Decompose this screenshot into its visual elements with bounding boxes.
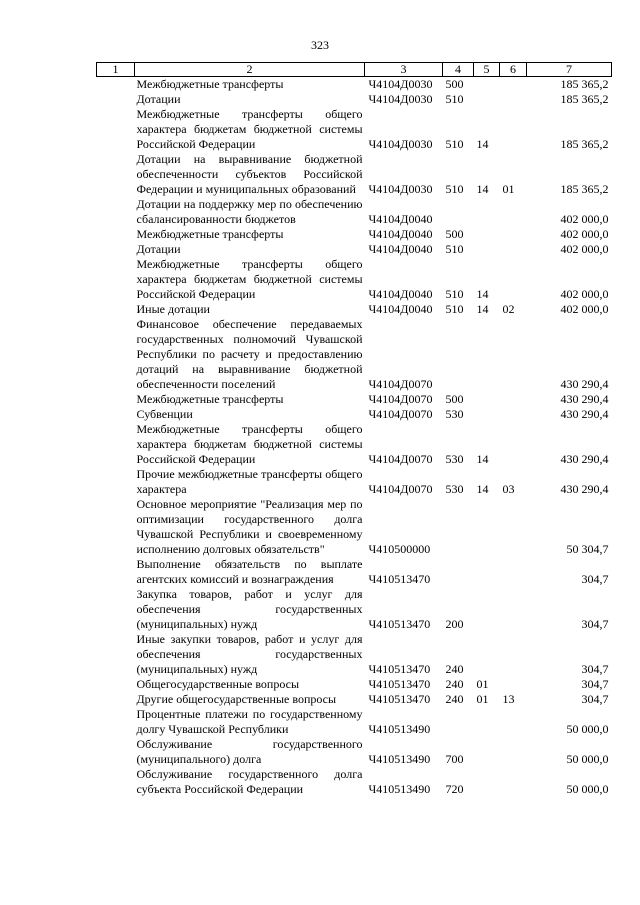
header-col-3: 3 xyxy=(365,63,443,77)
row-name: Дотации на поддержку мер по обеспечению сбалансированности бюджетов xyxy=(136,197,363,226)
table-row xyxy=(97,422,612,467)
header-row xyxy=(97,63,612,77)
table-row xyxy=(97,92,612,107)
row-pr xyxy=(500,767,527,797)
row-code: Ч410513470 xyxy=(368,617,431,631)
header-col-1: 1 xyxy=(97,63,135,77)
table-row xyxy=(97,242,612,257)
row-vr: 720 xyxy=(445,782,464,796)
row-code: Ч4104Д0040 xyxy=(368,287,433,301)
row-name: Межбюджетные трансферты xyxy=(136,77,284,91)
table-row xyxy=(97,197,612,227)
table-row xyxy=(97,467,612,497)
row-pr: 02 xyxy=(502,302,515,316)
row-vr: 510 xyxy=(445,302,464,316)
row-vr: 510 xyxy=(445,92,464,106)
table-row xyxy=(97,557,612,587)
col-blank xyxy=(97,767,135,797)
row-rz xyxy=(474,317,500,392)
col-blank xyxy=(97,692,135,707)
row-vr: 500 xyxy=(445,77,464,91)
table-body xyxy=(97,77,612,798)
row-pr xyxy=(500,587,527,632)
row-code: Ч4104Д0030 xyxy=(368,77,433,91)
row-pr xyxy=(500,677,527,692)
row-rz xyxy=(474,392,500,407)
row-amount: 430 290,4 xyxy=(560,407,609,421)
row-pr xyxy=(500,632,527,677)
row-amount: 304,7 xyxy=(581,662,609,676)
row-amount: 304,7 xyxy=(581,677,609,691)
col-blank xyxy=(97,92,135,107)
header-col-6: 6 xyxy=(500,63,527,77)
row-amount: 50 000,0 xyxy=(566,722,609,736)
table-row xyxy=(97,77,612,93)
row-amount: 402 000,0 xyxy=(560,227,609,241)
row-vr: 530 xyxy=(445,482,464,496)
row-pr xyxy=(500,557,527,587)
col-blank xyxy=(97,152,135,197)
row-rz xyxy=(474,737,500,767)
row-pr xyxy=(500,497,527,557)
col-blank xyxy=(97,707,135,737)
row-amount: 430 290,4 xyxy=(560,452,609,466)
row-vr: 240 xyxy=(445,692,464,706)
row-name: Иные закупки товаров, работ и услуг для обеспечения государственных (муниципальных) нужд xyxy=(136,632,363,676)
row-code: Ч4104Д0070 xyxy=(368,407,433,421)
row-name: Процентные платежи по государственному долгу Чувашской Республики xyxy=(136,707,363,736)
row-rz xyxy=(474,227,500,242)
row-rz: 14 xyxy=(476,452,489,466)
row-amount: 50 000,0 xyxy=(566,782,609,796)
header-col-5: 5 xyxy=(474,63,500,77)
col-blank xyxy=(97,242,135,257)
row-name: Дотации xyxy=(136,242,181,256)
row-vr: 200 xyxy=(445,617,464,631)
row-vr: 240 xyxy=(445,677,464,691)
row-amount: 185 365,2 xyxy=(560,92,609,106)
col-blank xyxy=(97,467,135,497)
col-blank xyxy=(97,632,135,677)
row-amount: 50 000,0 xyxy=(566,752,609,766)
row-amount: 430 290,4 xyxy=(560,377,609,391)
row-amount: 304,7 xyxy=(581,692,609,706)
row-amount: 430 290,4 xyxy=(560,392,609,406)
row-amount: 185 365,2 xyxy=(560,77,609,91)
table-row xyxy=(97,152,612,197)
row-vr: 530 xyxy=(445,452,464,466)
col-blank xyxy=(97,257,135,302)
row-name: Межбюджетные трансферты общего характера бюджетам бюджетной системы Российской Федерации xyxy=(136,422,363,466)
col-blank xyxy=(97,422,135,467)
col-blank xyxy=(97,197,135,227)
row-vr: 500 xyxy=(445,227,464,241)
row-code: Ч4104Д0070 xyxy=(368,482,433,496)
row-pr xyxy=(500,317,527,392)
table-row xyxy=(97,317,612,392)
row-code: Ч4104Д0040 xyxy=(368,227,433,241)
row-rz xyxy=(474,92,500,107)
page-number: 323 xyxy=(311,38,329,52)
row-name: Субвенции xyxy=(136,407,193,421)
row-amount: 304,7 xyxy=(581,617,609,631)
row-pr: 01 xyxy=(502,182,515,196)
row-vr: 510 xyxy=(445,287,464,301)
row-code: Ч4104Д0070 xyxy=(368,377,433,391)
header-col-4: 4 xyxy=(443,63,474,77)
col-blank xyxy=(97,392,135,407)
row-amount: 304,7 xyxy=(581,572,609,586)
row-pr xyxy=(500,257,527,302)
row-name: Иные дотации xyxy=(136,302,210,316)
row-code: Ч4104Д0030 xyxy=(368,182,433,196)
row-amount: 402 000,0 xyxy=(560,242,609,256)
table-row xyxy=(97,587,612,632)
row-vr: 500 xyxy=(445,392,464,406)
row-rz: 14 xyxy=(476,302,489,316)
table-row xyxy=(97,227,612,242)
row-name: Дотации на выравнивание бюджетной обеспеченности субъектов Российской Федерации и муниципальных образований xyxy=(136,152,363,196)
table-row xyxy=(97,692,612,707)
row-name: Общегосударственные вопросы xyxy=(136,677,300,691)
row-code: Ч410513490 xyxy=(368,782,431,796)
row-rz: 14 xyxy=(476,137,489,151)
row-rz xyxy=(474,557,500,587)
col-blank xyxy=(97,107,135,152)
header-col-2: 2 xyxy=(135,63,365,77)
row-vr xyxy=(443,557,474,587)
table-row xyxy=(97,497,612,557)
row-rz xyxy=(474,407,500,422)
row-name: Межбюджетные трансферты общего характера бюджетам бюджетной системы Российской Федерации xyxy=(136,107,363,151)
row-name: Межбюджетные трансферты общего характера бюджетам бюджетной системы Российской Федерации xyxy=(136,257,363,301)
row-code: Ч410513490 xyxy=(368,752,431,766)
table-row xyxy=(97,737,612,767)
table-row xyxy=(97,107,612,152)
row-rz xyxy=(474,197,500,227)
row-rz: 14 xyxy=(476,287,489,301)
row-vr xyxy=(443,197,474,227)
row-code: Ч410513470 xyxy=(368,692,431,706)
col-blank xyxy=(97,317,135,392)
col-blank xyxy=(97,677,135,692)
row-pr xyxy=(500,92,527,107)
row-amount: 402 000,0 xyxy=(560,302,609,316)
table-row xyxy=(97,632,612,677)
col-blank xyxy=(97,407,135,422)
table-row xyxy=(97,302,612,317)
row-pr xyxy=(500,227,527,242)
row-name: Выполнение обязательств по выплате агентских комиссий и вознаграждения xyxy=(136,557,363,586)
row-rz xyxy=(474,587,500,632)
budget-table xyxy=(96,62,612,797)
row-name: Финансовое обеспечение передаваемых государственных полномочий Чувашской Республики по расчету и предоставлению дотаций на выравнивание бюджетной обеспеченности поселений xyxy=(136,317,363,391)
row-name: Прочие межбюджетные трансферты общего характера xyxy=(136,467,363,496)
row-amount: 185 365,2 xyxy=(560,137,609,151)
row-rz: 01 xyxy=(476,677,489,691)
row-vr: 510 xyxy=(445,137,464,151)
row-rz xyxy=(474,497,500,557)
row-vr: 240 xyxy=(445,662,464,676)
row-vr: 510 xyxy=(445,182,464,196)
table-row xyxy=(97,392,612,407)
row-name: Межбюджетные трансферты xyxy=(136,392,284,406)
row-pr xyxy=(500,77,527,93)
col-blank xyxy=(97,557,135,587)
row-pr xyxy=(500,392,527,407)
row-rz xyxy=(474,242,500,257)
row-rz: 14 xyxy=(476,182,489,196)
table-row xyxy=(97,677,612,692)
row-pr xyxy=(500,707,527,737)
row-vr xyxy=(443,707,474,737)
table-row xyxy=(97,407,612,422)
row-rz xyxy=(474,707,500,737)
row-vr: 510 xyxy=(445,242,464,256)
row-amount: 402 000,0 xyxy=(560,212,609,226)
row-name: Обслуживание государственного долга субъекта Российской Федерации xyxy=(136,767,363,796)
row-code: Ч4104Д0030 xyxy=(368,137,433,151)
row-pr xyxy=(500,407,527,422)
row-pr xyxy=(500,422,527,467)
table-row xyxy=(97,257,612,302)
col-blank xyxy=(97,227,135,242)
row-rz: 14 xyxy=(476,482,489,496)
row-rz xyxy=(474,767,500,797)
row-code: Ч4104Д0040 xyxy=(368,302,433,316)
row-name: Основное мероприятие "Реализация мер по оптимизации государственного долга Чувашской Республики и своевременному исполнению долговых обязательств" xyxy=(136,497,363,556)
row-code: Ч4104Д0030 xyxy=(368,92,433,106)
row-name: Другие общегосударственные вопросы xyxy=(136,692,337,706)
row-code: Ч4104Д0040 xyxy=(368,212,433,226)
row-amount: 185 365,2 xyxy=(560,182,609,196)
col-blank xyxy=(97,497,135,557)
row-name: Обслуживание государственного (муниципального) долга xyxy=(136,737,363,766)
row-vr: 530 xyxy=(445,407,464,421)
row-name: Закупка товаров, работ и услуг для обеспечения государственных (муниципальных) нужд xyxy=(136,587,363,631)
row-pr xyxy=(500,242,527,257)
col-blank xyxy=(97,302,135,317)
row-code: Ч4104Д0070 xyxy=(368,392,433,406)
col-blank xyxy=(97,77,135,93)
row-code: Ч4104Д0040 xyxy=(368,242,433,256)
col-blank xyxy=(97,737,135,767)
row-pr xyxy=(500,107,527,152)
table-row xyxy=(97,707,612,737)
table-header xyxy=(97,63,612,77)
row-pr: 13 xyxy=(502,692,515,706)
row-amount: 430 290,4 xyxy=(560,482,609,496)
table-row xyxy=(97,767,612,797)
row-pr xyxy=(500,737,527,767)
row-vr xyxy=(443,497,474,557)
header-col-7: 7 xyxy=(527,63,612,77)
row-amount: 50 304,7 xyxy=(566,542,609,556)
row-rz: 01 xyxy=(476,692,489,706)
row-pr: 03 xyxy=(502,482,515,496)
row-rz xyxy=(474,632,500,677)
row-rz xyxy=(474,77,500,93)
row-code: Ч410513470 xyxy=(368,572,431,586)
row-name: Межбюджетные трансферты xyxy=(136,227,284,241)
row-pr xyxy=(500,197,527,227)
row-code: Ч410513470 xyxy=(368,677,431,691)
col-blank xyxy=(97,587,135,632)
row-code: Ч410513470 xyxy=(368,662,431,676)
row-vr: 700 xyxy=(445,752,464,766)
row-name: Дотации xyxy=(136,92,181,106)
row-code: Ч4104Д0070 xyxy=(368,452,433,466)
row-vr xyxy=(443,317,474,392)
row-code: Ч410500000 xyxy=(368,542,431,556)
row-amount: 402 000,0 xyxy=(560,287,609,301)
row-code: Ч410513490 xyxy=(368,722,431,736)
